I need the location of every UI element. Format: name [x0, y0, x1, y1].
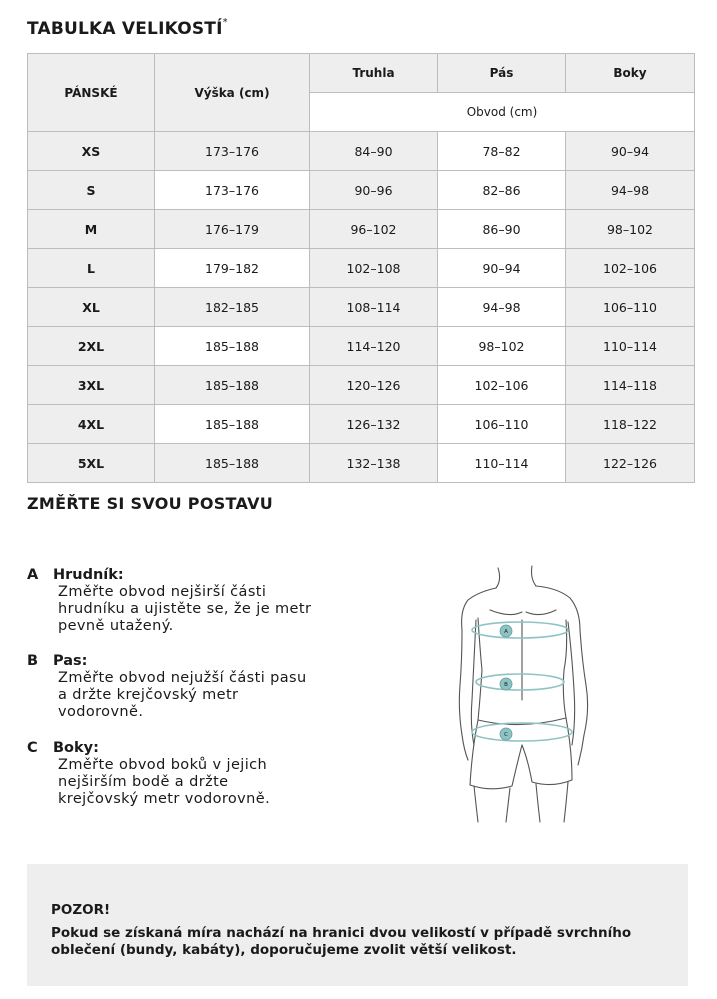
size-cell: 5XL — [28, 444, 155, 483]
table-row — [28, 249, 695, 288]
marker-c-label: C — [504, 732, 508, 738]
header-corner: PÁNSKÉ — [28, 54, 155, 132]
size-cell: 3XL — [28, 366, 155, 405]
table-row — [28, 444, 695, 483]
height-cell: 173–176 — [155, 132, 310, 171]
table-row — [28, 288, 695, 327]
chest-cell: 90–96 — [310, 171, 438, 210]
page-title-text: TABULKA VELIKOSTÍ — [27, 19, 223, 39]
height-cell: 185–188 — [155, 327, 310, 366]
header-chest: Truhla — [310, 54, 438, 93]
waist-cell: 82–86 — [438, 171, 566, 210]
measurement-description: Změřte obvod boků v jejich nejširším bodě a držte krejčovský metr vodorovně. — [58, 757, 271, 807]
header-height: Výška (cm) — [155, 54, 310, 132]
hips-cell: 98–102 — [566, 210, 695, 249]
height-cell: 185–188 — [155, 366, 310, 405]
chest-cell: 108–114 — [310, 288, 438, 327]
chest-cell: 114–120 — [310, 327, 438, 366]
measurement-description: Změřte obvod nejužší části pasu a držte krejčovský metr vodorovně. — [58, 670, 307, 720]
chest-cell: 132–138 — [310, 444, 438, 483]
measurement-letter: B — [27, 653, 39, 669]
size-table — [27, 53, 695, 483]
body-figure — [440, 560, 600, 825]
measurement-description: Změřte obvod nejširší části hrudníku a ujistěte se, že je metr pevně utažený. — [58, 584, 312, 634]
marker-a-label: A — [504, 629, 508, 635]
hips-cell: 110–114 — [566, 327, 695, 366]
waist-cell: 106–110 — [438, 405, 566, 444]
hips-cell: 122–126 — [566, 444, 695, 483]
waist-cell: 94–98 — [438, 288, 566, 327]
chest-cell: 102–108 — [310, 249, 438, 288]
hips-cell: 90–94 — [566, 132, 695, 171]
size-cell: M — [28, 210, 155, 249]
height-cell: 176–179 — [155, 210, 310, 249]
waist-cell: 78–82 — [438, 132, 566, 171]
size-cell: XL — [28, 288, 155, 327]
table-row — [28, 210, 695, 249]
notice-title: POZOR! — [51, 902, 111, 918]
waist-cell: 86–90 — [438, 210, 566, 249]
size-cell: XS — [28, 132, 155, 171]
height-cell: 185–188 — [155, 405, 310, 444]
measurement-heading — [27, 567, 311, 584]
measurement-letter: A — [27, 567, 39, 583]
chest-cell: 120–126 — [310, 366, 438, 405]
measure-section-title: ZMĚŘTE SI SVOU POSTAVU — [27, 494, 274, 513]
chest-cell: 126–132 — [310, 405, 438, 444]
measurement-item — [27, 653, 307, 721]
title-asterisk: * — [222, 17, 228, 29]
waist-cell: 102–106 — [438, 366, 566, 405]
table-row — [28, 366, 695, 405]
notice-text: Pokud se získaná míra nachází na hranici dvou velikostí v případě svrchního oblečení (bundy, kabáty), doporučujeme zvolit větší velikost. — [51, 925, 632, 958]
notice-box — [27, 864, 688, 986]
height-cell: 173–176 — [155, 171, 310, 210]
chest-cell: 84–90 — [310, 132, 438, 171]
waist-cell: 110–114 — [438, 444, 566, 483]
waist-cell: 98–102 — [438, 327, 566, 366]
chest-cell: 96–102 — [310, 210, 438, 249]
measurement-label: Hrudník: — [53, 567, 124, 583]
header-waist: Pás — [438, 54, 566, 93]
height-cell: 182–185 — [155, 288, 310, 327]
size-cell: 2XL — [28, 327, 155, 366]
measurement-label: Boky: — [53, 740, 99, 756]
measurement-heading — [27, 653, 307, 670]
hips-cell: 118–122 — [566, 405, 695, 444]
marker-b-label: B — [504, 682, 508, 688]
measurement-item — [27, 740, 270, 808]
table-row — [28, 405, 695, 444]
size-cell: S — [28, 171, 155, 210]
measurement-label: Pas: — [53, 653, 88, 669]
waist-cell: 90–94 — [438, 249, 566, 288]
measurement-heading — [27, 740, 270, 757]
table-row — [28, 132, 695, 171]
hips-cell: 114–118 — [566, 366, 695, 405]
height-cell: 185–188 — [155, 444, 310, 483]
size-cell: L — [28, 249, 155, 288]
table-row — [28, 327, 695, 366]
size-cell: 4XL — [28, 405, 155, 444]
measurement-letter: C — [27, 740, 38, 756]
header-circumference: Obvod (cm) — [310, 93, 695, 132]
header-hips: Boky — [566, 54, 695, 93]
measurement-item — [27, 567, 311, 635]
table-row — [28, 171, 695, 210]
hips-cell: 106–110 — [566, 288, 695, 327]
page-title — [27, 19, 228, 39]
height-cell: 179–182 — [155, 249, 310, 288]
hips-cell: 94–98 — [566, 171, 695, 210]
hips-cell: 102–106 — [566, 249, 695, 288]
